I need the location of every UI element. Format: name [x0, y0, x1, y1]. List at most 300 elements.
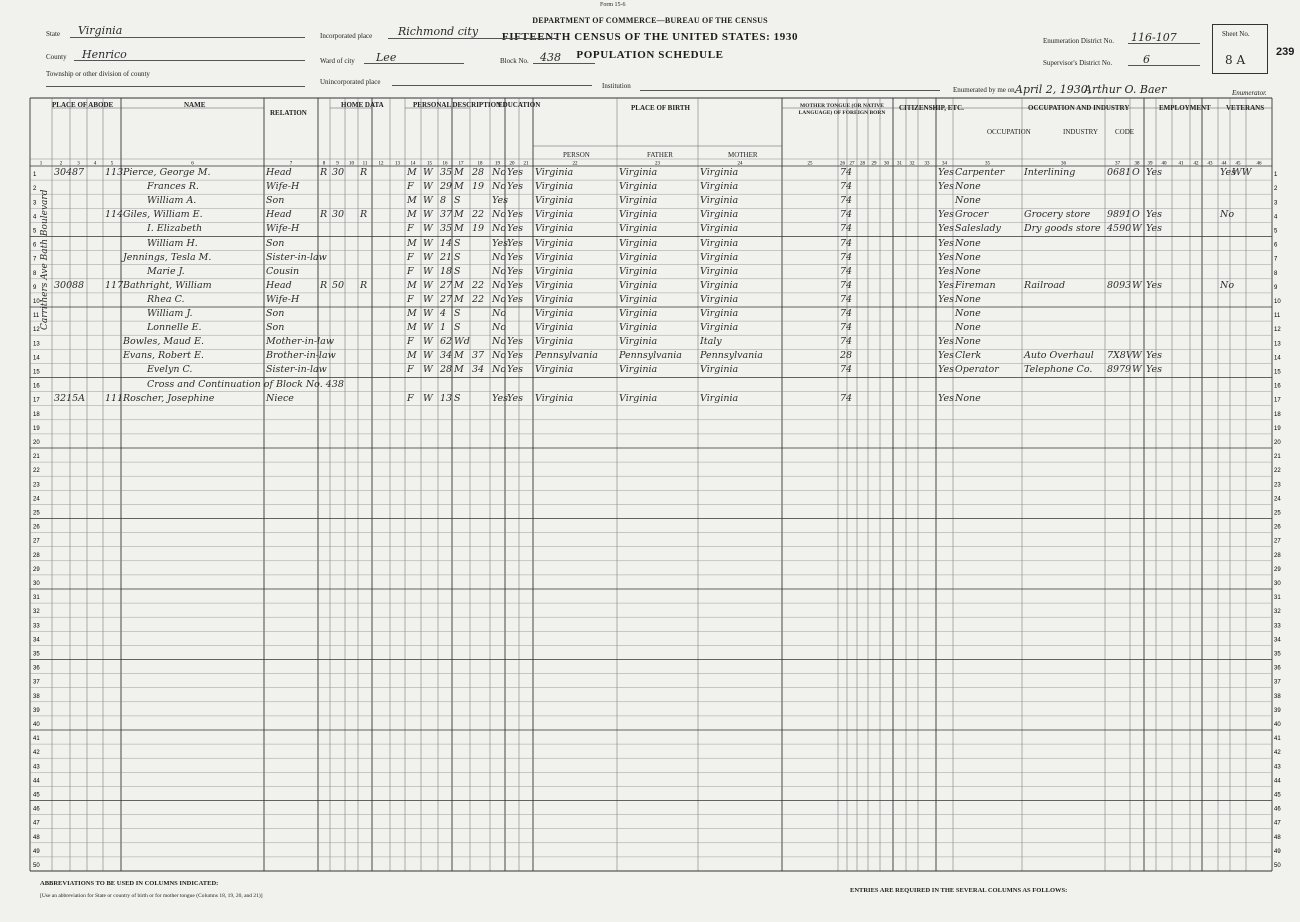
row-number-left: 5 — [33, 228, 37, 235]
cell-vet: Yes — [938, 223, 954, 235]
row-number-left: 26 — [33, 524, 40, 531]
row-number-left: 32 — [33, 609, 40, 616]
row-number-right: 26 — [1274, 524, 1281, 531]
margin-note: Carrithers Ave Bath Boulevard — [40, 189, 50, 330]
cell-race: W — [423, 181, 433, 193]
row-number-left: 20 — [33, 440, 40, 446]
cell-school: No — [492, 336, 507, 348]
cell-marital: M — [454, 293, 464, 305]
cell-fpob: Virginia — [619, 293, 658, 305]
section-home: HOME DATA — [341, 101, 384, 109]
cell-read: Yes — [507, 223, 523, 235]
cell-pob: Virginia — [535, 308, 574, 319]
cell-name: Bathright, William — [123, 279, 212, 291]
cell-vet: Yes — [938, 392, 954, 404]
cell-marital: M — [454, 223, 464, 235]
row-number-right: 46 — [1274, 806, 1281, 813]
cell-rel: Mother-in-law — [266, 336, 334, 348]
row-number-left: 27 — [33, 538, 40, 545]
cell-mpob: Virginia — [700, 195, 739, 207]
row-number-left: 50 — [33, 863, 40, 869]
row-number-left: 1 — [33, 172, 37, 179]
cell-race: W — [423, 237, 433, 249]
cell-code: 74 — [840, 251, 853, 263]
column-number: 30 — [884, 161, 889, 167]
cell-vet: Yes — [938, 181, 954, 193]
cell-cls: W — [1132, 223, 1142, 235]
cell-occ: None — [955, 251, 981, 263]
column-number: 2 — [59, 161, 63, 167]
column-number: 13 — [395, 161, 400, 167]
row-number-left: 37 — [33, 679, 40, 686]
cell-mage: 34 — [472, 364, 485, 376]
column-number: 22 — [572, 161, 578, 167]
cell-read: Yes — [507, 293, 523, 305]
cell-marital: M — [454, 209, 464, 221]
cell-pob: Virginia — [535, 195, 574, 207]
row-number-right: 25 — [1274, 510, 1281, 517]
cell-cls: W — [1132, 279, 1142, 291]
county-label: County — [46, 53, 67, 61]
row-number-right: 37 — [1274, 679, 1281, 686]
block-value: 438 — [540, 51, 561, 64]
section-tongue: MOTHER TONGUE (OR NATIVE LANGUAGE) OF FOREIGN BORN — [798, 103, 886, 116]
cell-pob: Virginia — [535, 279, 574, 291]
cell-age: 27 — [440, 279, 453, 291]
row-number-right: 49 — [1274, 848, 1281, 855]
row-number-left: 34 — [33, 637, 40, 644]
row-number-left: 7 — [33, 256, 37, 263]
row-number-right: 21 — [1274, 454, 1281, 461]
cell-vet: Yes — [938, 293, 954, 305]
column-number: 44 — [1221, 161, 1227, 167]
cell-fpob: Virginia — [619, 167, 658, 178]
row-number-right: 24 — [1274, 496, 1281, 503]
cell-school: Yes — [492, 195, 508, 207]
row-number-left: 11 — [33, 313, 40, 320]
cell-name: Cross and Continuation of Block No. 438 — [147, 378, 344, 390]
cell-age: 27 — [440, 293, 453, 305]
column-number: 8 — [322, 161, 326, 167]
row-number-right: 15 — [1274, 369, 1281, 376]
header-industry: INDUSTRY — [1063, 128, 1099, 136]
cell-ind: Telephone Co. — [1024, 364, 1093, 376]
cell-code: 74 — [840, 167, 853, 178]
column-number: 17 — [458, 161, 464, 167]
column-number: 46 — [1256, 161, 1262, 167]
cell-rel: Sister-in-law — [266, 364, 327, 376]
cell-rel: Wife-H — [266, 223, 300, 235]
row-number-left: 17 — [33, 397, 40, 404]
column-number: 41 — [1178, 161, 1184, 167]
column-number: 27 — [849, 161, 855, 167]
row-number-right: 3 — [1274, 200, 1278, 207]
cell-rel: Head — [266, 209, 292, 221]
cell-rel: Son — [266, 322, 285, 334]
row-number-right: 4 — [1274, 214, 1278, 221]
column-number: 29 — [871, 161, 877, 167]
cell-mpob: Virginia — [700, 308, 739, 319]
cell-school: Yes — [492, 237, 508, 249]
row-number-left: 24 — [33, 496, 40, 503]
cell-mage: 22 — [472, 209, 485, 221]
section-relation: RELATION — [270, 109, 307, 117]
row-number-right: 38 — [1274, 693, 1281, 700]
row-number-right: 50 — [1274, 863, 1281, 869]
cell-dwelling: 87 — [72, 167, 85, 178]
column-number: 43 — [1207, 161, 1213, 167]
column-number: 33 — [924, 161, 930, 167]
cell-rel: Wife-H — [266, 181, 300, 193]
header-code: CODE — [1115, 128, 1135, 136]
cell-code: 74 — [840, 322, 853, 334]
row-number-right: 17 — [1274, 397, 1281, 404]
row-number-right: 48 — [1274, 834, 1281, 841]
cell-rel: Niece — [266, 392, 294, 404]
cell-marital: S — [454, 265, 461, 277]
column-number: 4 — [93, 161, 97, 167]
cell-pob: Virginia — [535, 392, 574, 404]
cell-marital: S — [454, 322, 461, 334]
cell-name: Bowles, Maud E. — [123, 336, 204, 348]
enumerator-label: Enumerator. — [1232, 89, 1267, 97]
cell-ind: Interlining — [1024, 167, 1076, 178]
cell-race: W — [423, 223, 433, 235]
cell-occ: None — [955, 195, 981, 207]
cell-read: Yes — [507, 336, 523, 348]
cell-radio: R — [360, 279, 368, 291]
header-father: FATHER — [647, 151, 673, 159]
column-number: 12 — [378, 161, 384, 167]
cell-sex: F — [407, 336, 414, 348]
row-number-left: 40 — [33, 722, 40, 728]
row-number-right: 29 — [1274, 566, 1281, 573]
cell-age: 8 — [440, 195, 447, 207]
column-number: 16 — [442, 161, 448, 167]
cell-ocode: 4590 — [1107, 223, 1132, 235]
cell-code: 74 — [840, 265, 853, 277]
cell-sex: F — [407, 223, 414, 235]
cell-occ: None — [955, 322, 981, 334]
cell-race: W — [423, 364, 433, 376]
cell-read: Yes — [507, 392, 523, 404]
row-number-left: 19 — [33, 425, 40, 432]
cell-sex: M — [407, 237, 417, 249]
cell-sex: F — [407, 251, 414, 263]
column-number: 38 — [1134, 161, 1140, 167]
row-number-right: 8 — [1274, 270, 1278, 277]
cell-age: 13 — [440, 392, 453, 404]
cell-fpob: Pennsylvania — [619, 350, 682, 362]
cell-age: 35 — [440, 223, 453, 235]
row-number-right: 36 — [1274, 665, 1281, 672]
state-value: Virginia — [78, 24, 123, 37]
cell-wwi: No — [1220, 279, 1235, 291]
row-number-left: 22 — [33, 468, 40, 475]
cell-name: Evelyn C. — [147, 364, 193, 376]
cell-code: 74 — [840, 223, 853, 235]
cell-read: Yes — [507, 364, 523, 376]
cell-name: Pierce, George M. — [123, 167, 211, 178]
cell-rel: Sister-in-law — [266, 251, 327, 263]
cell-rel: Son — [266, 308, 285, 319]
row-number-right: 2 — [1274, 186, 1278, 193]
cell-name: I. Elizabeth — [147, 223, 203, 235]
cell-pob: Virginia — [535, 209, 574, 221]
cell-rel: Wife-H — [266, 293, 300, 305]
cell-race: W — [423, 209, 433, 221]
cell-school: No — [492, 279, 507, 291]
row-number-left: 38 — [33, 693, 40, 700]
cell-mpob: Virginia — [700, 364, 739, 376]
row-number-left: 18 — [33, 411, 40, 418]
cell-race: W — [423, 293, 433, 305]
row-number-right: 33 — [1274, 623, 1281, 630]
incorporated-value: Richmond city — [398, 25, 479, 38]
cell-read: Yes — [507, 251, 523, 263]
cell-read: Yes — [507, 209, 523, 221]
cell-fpob: Virginia — [619, 181, 658, 193]
cell-marital: S — [454, 237, 461, 249]
cell-code: 74 — [840, 195, 853, 207]
cell-occ: None — [955, 308, 981, 319]
cell-street: 304 — [54, 167, 73, 178]
cell-sex: M — [407, 279, 417, 291]
column-number: 15 — [427, 161, 432, 167]
row-number-right: 40 — [1274, 722, 1281, 728]
schedule-title: POPULATION SCHEDULE — [576, 49, 724, 61]
cell-radio: R — [360, 209, 368, 221]
row-number-left: 13 — [33, 341, 40, 348]
cell-read: Yes — [507, 167, 523, 178]
cell-age: 29 — [440, 181, 453, 193]
cell-ind: Grocery store — [1024, 209, 1091, 221]
cell-age: 21 — [440, 251, 453, 263]
row-number-left: 3 — [33, 200, 37, 207]
cell-age: 4 — [440, 308, 447, 319]
cell-cls: W — [1132, 350, 1142, 362]
cell-value: 30 — [332, 209, 345, 221]
cell-fpob: Virginia — [619, 251, 658, 263]
cell-age: 37 — [440, 209, 453, 221]
cell-vet: Yes — [938, 237, 954, 249]
column-number: 10 — [349, 161, 354, 167]
cell-tenure: R — [320, 209, 328, 221]
cell-mpob: Virginia — [700, 293, 739, 305]
cell-occ: None — [955, 181, 981, 193]
cell-mage: 22 — [472, 293, 485, 305]
row-number-right: 10 — [1274, 299, 1281, 305]
block-label: Block No. — [500, 57, 529, 65]
cell-rel: Head — [266, 279, 292, 291]
cell-age: 18 — [440, 265, 453, 277]
cell-rel: Brother-in-law — [266, 350, 336, 362]
column-number: 31 — [897, 161, 902, 167]
section-abode: PLACE OF ABODE — [52, 101, 114, 109]
cell-race: W — [423, 336, 433, 348]
cell-marital: S — [454, 251, 461, 263]
enumerated-date: April 2, 1930, — [1015, 83, 1092, 96]
cell-war: WW — [1232, 167, 1252, 178]
cell-sex: M — [407, 167, 417, 178]
cell-mpob: Virginia — [700, 237, 739, 249]
row-number-right: 1 — [1274, 172, 1278, 179]
row-number-left: 45 — [33, 792, 40, 799]
cell-rel: Son — [266, 237, 285, 249]
cell-mpob: Virginia — [700, 223, 739, 235]
row-number-right: 14 — [1274, 355, 1281, 362]
cell-name: Evans, Robert E. — [123, 350, 204, 362]
cell-school: No — [492, 167, 507, 178]
cell-sex: M — [407, 209, 417, 221]
row-number-left: 21 — [33, 454, 40, 461]
cell-occ: Operator — [955, 364, 999, 376]
cell-pob: Virginia — [535, 293, 574, 305]
row-number-left: 4 — [33, 214, 37, 221]
unincorporated-label: Unincorporated place — [320, 78, 381, 86]
cell-sex: F — [407, 181, 414, 193]
sheet-label: Sheet No. — [1222, 30, 1250, 38]
enumerated-label: Enumerated by me on — [953, 86, 1015, 94]
column-number: 26 — [840, 161, 845, 167]
cell-occ: Grocer — [955, 209, 989, 221]
column-number: 9 — [336, 161, 339, 167]
row-number-right: 6 — [1274, 242, 1278, 249]
row-number-left: 6 — [33, 242, 37, 249]
cell-marital: S — [454, 195, 461, 207]
row-number-right: 13 — [1274, 341, 1281, 348]
cell-emp: Yes — [1146, 167, 1162, 178]
cell-emp: Yes — [1146, 209, 1162, 221]
cell-name: William H. — [147, 237, 198, 249]
supervisor-value: 6 — [1143, 53, 1150, 66]
cell-sex: M — [407, 350, 417, 362]
cell-ocode: 9891 — [1107, 209, 1132, 221]
cell-fpob: Virginia — [619, 322, 658, 334]
section-birth: PLACE OF BIRTH — [631, 104, 691, 112]
column-number: 18 — [477, 161, 483, 167]
cell-rel: Son — [266, 195, 285, 207]
column-number: 40 — [1161, 161, 1167, 167]
cell-family: 114 — [105, 209, 124, 221]
cell-mpob: Virginia — [700, 209, 739, 221]
row-number-left: 43 — [33, 764, 40, 771]
row-number-right: 22 — [1274, 468, 1281, 475]
section-education: EDUCATION — [498, 101, 541, 109]
cell-code: 74 — [840, 308, 853, 319]
row-number-left: 23 — [33, 482, 40, 489]
cell-fpob: Virginia — [619, 364, 658, 376]
cell-pob: Virginia — [535, 265, 574, 277]
enum-district-value: 116-107 — [1131, 31, 1177, 44]
header-person: PERSON — [563, 151, 590, 159]
column-number: 34 — [942, 161, 947, 167]
cell-age: 1 — [440, 322, 447, 334]
cell-code: 74 — [840, 336, 853, 348]
cell-name: William A. — [147, 195, 197, 207]
row-number-right: 35 — [1274, 651, 1281, 658]
column-number: 5 — [110, 161, 114, 167]
cell-age: 35 — [440, 167, 453, 178]
row-number-left: 41 — [33, 736, 40, 743]
cell-fpob: Virginia — [619, 209, 658, 221]
cell-race: W — [423, 265, 433, 277]
header-occupation: OCCUPATION — [987, 128, 1031, 136]
cell-cls: O — [1132, 167, 1140, 178]
row-number-right: 16 — [1274, 383, 1281, 390]
section-occupation: OCCUPATION AND INDUSTRY — [1028, 104, 1130, 112]
cell-marital: M — [454, 181, 464, 193]
row-number-right: 44 — [1274, 778, 1281, 785]
row-number-right: 5 — [1274, 228, 1278, 235]
cell-emp: Yes — [1146, 223, 1162, 235]
cell-tenure: R — [320, 279, 328, 291]
cell-name: Rhea C. — [147, 293, 185, 305]
row-number-right: 19 — [1274, 425, 1281, 432]
cell-race: W — [423, 195, 433, 207]
cell-mpob: Italy — [700, 336, 722, 348]
row-number-left: 15 — [33, 369, 40, 376]
cell-vet: Yes — [938, 209, 954, 221]
row-number-left: 31 — [33, 595, 40, 602]
cell-read: Yes — [507, 350, 523, 362]
row-number-right: 31 — [1274, 595, 1281, 602]
cell-school: No — [492, 308, 507, 319]
cell-sex: F — [407, 364, 414, 376]
row-number-right: 30 — [1274, 581, 1281, 587]
cell-vet: Yes — [938, 167, 954, 178]
cell-sex: F — [407, 392, 414, 404]
cell-occ: None — [955, 392, 981, 404]
cell-pob: Virginia — [535, 364, 574, 376]
ward-label: Ward of city — [320, 57, 355, 65]
cell-code: 74 — [840, 209, 853, 221]
form-number: Form 15-6 — [600, 2, 626, 8]
row-number-left: 10 — [33, 299, 40, 305]
row-number-left: 47 — [33, 820, 40, 827]
section-name: NAME — [184, 101, 206, 109]
cell-sex: F — [407, 293, 414, 305]
cell-fpob: Virginia — [619, 308, 658, 319]
cell-ind: Dry goods store — [1024, 223, 1101, 235]
census-title: FIFTEENTH CENSUS OF THE UNITED STATES: 1930 — [501, 31, 799, 43]
cell-race: W — [423, 251, 433, 263]
cell-tenure: R — [320, 167, 328, 178]
cell-occ: Fireman — [955, 279, 996, 291]
cell-fpob: Virginia — [619, 279, 658, 291]
cell-mpob: Virginia — [700, 322, 739, 334]
column-number: 23 — [655, 161, 660, 167]
cell-wwi: Yes — [1220, 167, 1236, 178]
cell-marital: M — [454, 279, 464, 291]
cell-ind: Auto Overhaul — [1024, 350, 1094, 362]
sheet-value: 8 A — [1225, 53, 1246, 67]
cell-mpob: Pennsylvania — [700, 350, 763, 362]
row-number-left: 16 — [33, 383, 40, 390]
cell-occ: Clerk — [955, 350, 982, 362]
cell-age: 62 — [440, 336, 453, 348]
section-personal: PERSONAL DESCRIPTION — [413, 101, 502, 109]
cell-code: 74 — [840, 237, 853, 249]
cell-race: W — [423, 322, 433, 334]
cell-occ: Saleslady — [955, 223, 1001, 235]
cell-mpob: Virginia — [700, 167, 739, 178]
state-label: State — [46, 30, 60, 38]
cell-vet: Yes — [938, 350, 954, 362]
cell-name: William J. — [147, 308, 193, 319]
cell-school: No — [492, 265, 507, 277]
cell-dwelling: 88 — [72, 279, 85, 291]
